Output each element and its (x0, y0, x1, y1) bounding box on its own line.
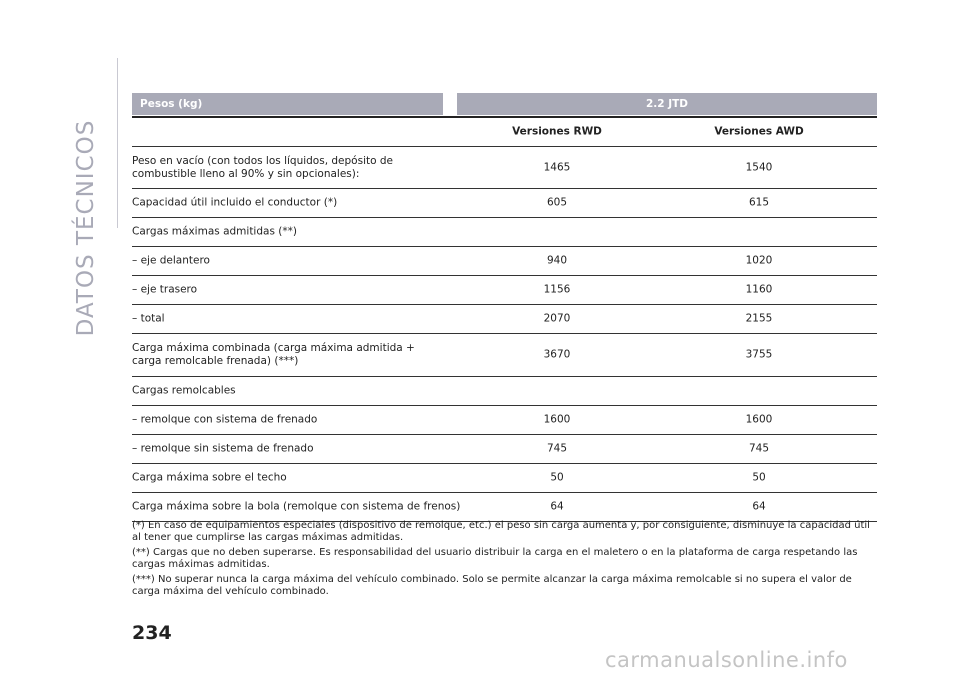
table-subheader-row (132, 118, 877, 147)
footnote: (*) En caso de equipamientos especiales (dispositivo de remolque, etc.) el peso sin carga aumenta y, por consiguiente, disminuye la capacidad útil al tener que cumplirse las cargas máximas admitidas. (132, 520, 870, 544)
row-value-rwd: 1156 (543, 283, 571, 296)
row-value-rwd: 3670 (543, 348, 571, 361)
row-label: Carga máxima sobre la bola (remolque con sistema de frenos) (132, 500, 461, 513)
column-header-rwd: Versiones RWD (512, 125, 602, 138)
section-title-text: DATOS TÉCNICOS (73, 119, 99, 337)
page-number: 234 (132, 622, 172, 644)
row-label: Peso en vacío (con todos los líquidos, depósito de combustible lleno al 90% y sin opcionales): (132, 154, 393, 180)
row-value-rwd: 745 (546, 442, 568, 455)
row-label: – remolque con sistema de frenado (132, 413, 318, 426)
table-row (132, 334, 877, 377)
row-value-awd: 1540 (745, 161, 773, 173)
row-value-awd: 745 (748, 442, 770, 455)
row-value-rwd: 2070 (543, 312, 571, 325)
table-row (132, 276, 877, 305)
row-label: Carga máxima sobre el techo (132, 471, 287, 484)
table-header-weights: Pesos (kg) (132, 93, 443, 115)
row-value-awd: 64 (752, 500, 766, 513)
table-row (132, 493, 877, 522)
section-divider (117, 58, 118, 228)
column-header-awd: Versiones AWD (714, 125, 804, 138)
row-label: Capacidad útil incluido el conductor (*) (132, 196, 338, 209)
row-label: – eje trasero (132, 283, 198, 296)
row-label: – total (132, 312, 165, 325)
table-header-engine: 2.2 JTD (457, 93, 877, 115)
row-value-awd: 2155 (745, 312, 773, 325)
row-value-awd: 50 (752, 471, 766, 484)
row-label: Cargas remolcables (132, 384, 236, 397)
table-row (132, 305, 877, 334)
row-value-rwd: 940 (546, 254, 568, 267)
table-row (132, 377, 877, 406)
weights-table (132, 118, 877, 522)
row-label: – remolque sin sistema de frenado (132, 442, 314, 455)
footnotes (132, 520, 877, 600)
row-value-rwd: 1600 (543, 413, 571, 426)
footnote: (***) No superar nunca la carga máxima del vehículo combinado. Solo se permite alcanzar la carga máxima remolcable si no supera el valor de carga máxima del vehículo combinado. (132, 573, 852, 598)
table-row (132, 435, 877, 464)
row-value-awd: 1160 (745, 283, 773, 296)
table-row (132, 147, 877, 189)
row-label: Carga máxima combinada (carga máxima admitida + carga remolcable frenada) (***) (132, 342, 415, 367)
row-value-awd: 1020 (745, 254, 773, 267)
row-value-awd: 615 (748, 196, 770, 209)
row-value-rwd: 50 (550, 471, 564, 484)
row-value-awd: 1600 (745, 413, 773, 426)
row-value-awd: 3755 (745, 348, 773, 361)
table-row (132, 247, 877, 276)
row-value-rwd: 605 (546, 196, 568, 209)
table-row (132, 189, 877, 218)
row-value-rwd: 64 (550, 500, 564, 513)
table-row (132, 464, 877, 493)
row-value-rwd: 1465 (543, 161, 571, 173)
row-label: – eje delantero (132, 254, 210, 267)
table-row (132, 406, 877, 435)
watermark: carmanualsonline.info (605, 648, 848, 672)
row-label: Cargas máximas admitidas (**) (132, 225, 297, 238)
footnote: (**) Cargas que no deben superarse. Es responsabilidad del usuario distribuir la carga en el maletero o en la plataforma de carga respetando las cargas máximas admitidas. (132, 546, 858, 571)
table-row (132, 218, 877, 247)
